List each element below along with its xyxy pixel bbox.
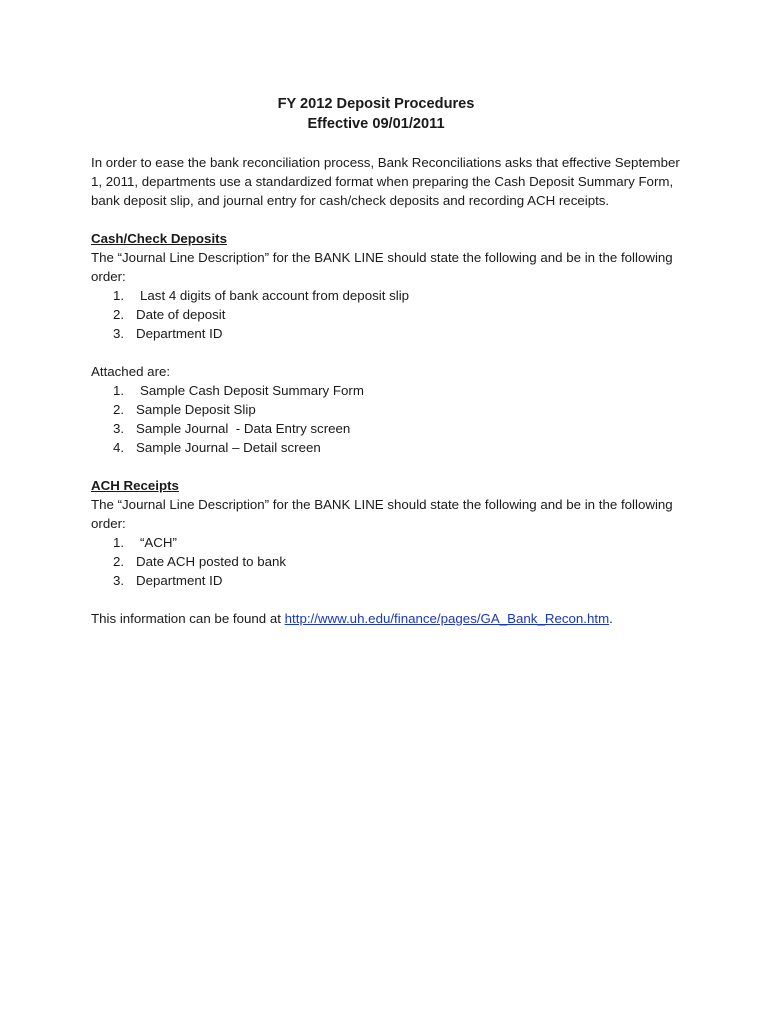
attached-heading: Attached are: <box>91 364 171 379</box>
list-item: 4. Sample Journal – Detail screen <box>113 440 321 455</box>
cash-check-heading: Cash/Check Deposits <box>91 231 227 246</box>
intro-paragraph: In order to ease the bank reconciliation process, Bank Reconciliations asks that effective September 1, 2011, departments use a standardized format when preparing the Cash Deposit Summary Form, bank deposit slip, and journal entry for cash/check deposits and recording ACH receipts. <box>91 155 680 208</box>
document-title: FY 2012 Deposit Procedures <box>277 96 475 112</box>
ach-list <box>91 533 691 590</box>
cash-check-section <box>91 229 691 343</box>
ach-section <box>91 476 691 590</box>
list-item: 2. Date ACH posted to bank <box>113 554 287 569</box>
document-body <box>91 94 691 628</box>
ach-description: The “Journal Line Description” for the BANK LINE should state the following and be in the following order: <box>91 497 673 531</box>
list-item: 1. “ACH” <box>113 535 177 550</box>
list-item: 3. Department ID <box>113 573 223 588</box>
cash-check-description: The “Journal Line Description” for the BANK LINE should state the following and be in the following order: <box>91 250 673 284</box>
list-item: 3. Sample Journal - Data Entry screen <box>113 421 351 436</box>
list-item: 3. Department ID <box>113 326 223 341</box>
list-item: 2. Date of deposit <box>113 307 226 322</box>
ach-heading: ACH Receipts <box>91 478 179 493</box>
list-item: 1. Sample Cash Deposit Summary Form <box>113 383 364 398</box>
attached-section <box>91 362 691 457</box>
footer-note <box>91 609 691 628</box>
bank-recon-link[interactable]: http://www.uh.edu/finance/pages/GA_Bank_Recon.htm <box>284 611 610 626</box>
list-item: 1. Last 4 digits of bank account from deposit slip <box>113 288 410 303</box>
cash-check-list <box>91 286 691 343</box>
attached-list <box>91 381 691 457</box>
footer-suffix: . <box>609 611 613 626</box>
title-block <box>91 94 691 134</box>
list-item: 2. Sample Deposit Slip <box>113 402 256 417</box>
footer-prefix: This information can be found at <box>91 611 285 626</box>
effective-date: Effective 09/01/2011 <box>307 116 445 132</box>
